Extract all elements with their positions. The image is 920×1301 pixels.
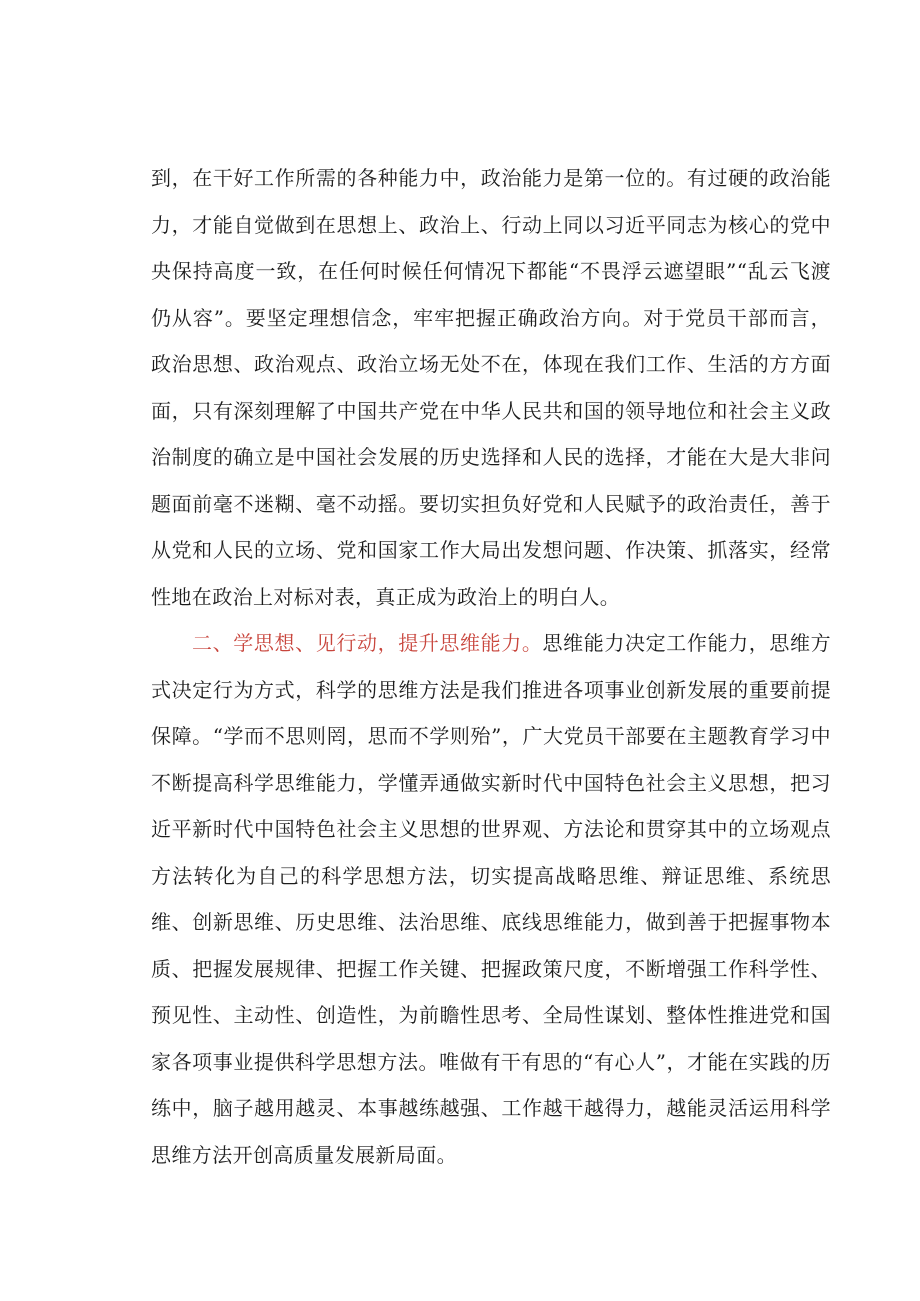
paragraph-section-two: [151, 620, 831, 1178]
section-body: 思维能力决定工作能力，思维方式决定行为方式，科学的思维方法是我们推进各项事业创新发展的重要前提保障。“学而不思则罔，思而不学则殆”，广大党员干部要在主题教育学习中不断提高科学思维能力，学懂弄通做实新时代中国特色社会主义思想，把习近平新时代中国特色社会主义思想的世界观、方法论和贯穿其中的立场观点方法转化为自己的科学思想方法，切实提高战略思维、辩证思维、系统思维、创新思维、历史思维、法治思维、底线思维能力，做到善于把握事物本质、把握发展规律、把握工作关键、把握政策尺度，不断增强工作科学性、预见性、主动性、创造性，为前瞻性思考、全局性谋划、整体性推进党和国家各项事业提供科学思想方法。唯做有干有思的“有心人”，才能在实践的历练中，脑子越用越灵、本事越练越强、工作越干越得力，越能灵活运用科学思维方法开创高质量发展新局面。: [151, 631, 831, 1167]
paragraph-continuation: 到，在干好工作所需的各种能力中，政治能力是第一位的。有过硬的政治能力，才能自觉做到在思想上、政治上、行动上同以习近平同志为核心的党中央保持高度一致，在任何时候任何情况下都能“不畏浮云遮望眼”“乱云飞渡仍从容”。要坚定理想信念，牢牢把握正确政治方向。对于党员干部而言，政治思想、政治观点、政治立场无处不在，体现在我们工作、生活的方方面面，只有深刻理解了中国共产党在中华人民共和国的领导地位和社会主义政治制度的确立是中国社会发展的历史选择和人民的选择，才能在大是大非问题面前毫不迷糊、毫不动摇。要切实担负好党和人民赋予的政治责任，善于从党和人民的立场、党和国家工作大局出发想问题、作决策、抓落实，经常性地在政治上对标对表，真正成为政治上的明白人。: [151, 166, 831, 609]
section-heading: 二、学思想、见行动，提升思维能力。: [192, 631, 543, 655]
document-body: [151, 155, 831, 1178]
